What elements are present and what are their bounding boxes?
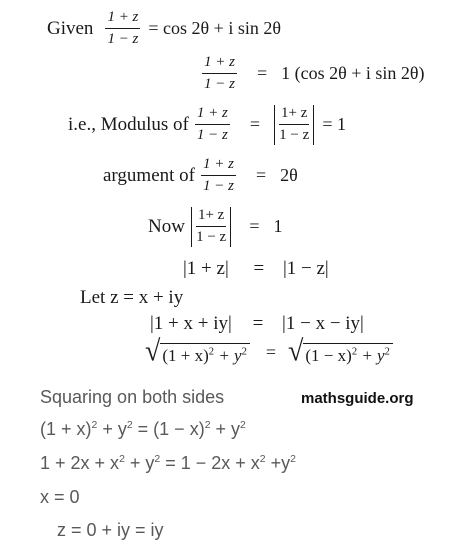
fraction [279,106,309,144]
fraction-denominator: 1 − z [196,126,228,143]
fraction-numerator: 1 + z [105,10,140,29]
exponent: 2 [351,346,358,358]
line-abs-equality [183,259,329,278]
line-argument [103,157,298,195]
equals: = [253,258,265,279]
line-expanded [40,454,296,472]
term: (1 + x) [40,419,92,439]
radical-icon: √ [145,335,161,368]
rhs: 1 (cos 2θ + i sin 2θ) [281,63,425,84]
now-label: Now [148,215,185,237]
squaring-heading: Squaring on both sides [40,387,225,407]
equals: = [249,114,260,135]
line-abs-xy [150,314,364,333]
fraction-numerator: 1+ z [196,208,226,227]
lhs: |1 + z| [183,258,229,279]
term: + y [357,346,385,366]
exponent: 2 [126,420,133,431]
line-given [47,10,281,48]
exponent: 2 [259,454,266,465]
absolute-value [191,207,231,247]
term: + y [214,346,242,366]
line-x-zero: x = 0 [40,487,80,507]
sqrt-rhs [288,335,393,368]
equals: = [255,165,267,186]
term: + y [97,419,127,439]
term: = 1 − 2x + x [160,453,260,473]
equals: = [252,313,264,334]
given-label: Given [47,17,94,39]
argument-label: argument of [103,164,195,186]
exponent: 2 [91,420,98,431]
exponent: 2 [204,420,211,431]
rhs: = 1 [322,114,347,135]
term: + y [210,419,241,439]
fraction [201,157,236,195]
line-polar [200,55,425,93]
rhs: |1 − z| [282,258,329,279]
lhs: |1 + x + iy| [150,313,232,334]
line-sqrt [145,335,393,368]
modulus-label: i.e., Modulus of [68,113,189,135]
fraction-denominator: 1 − z [279,126,310,143]
line-z-result: z = 0 + iy = iy [57,520,164,540]
fraction-numerator: 1+ z [279,106,309,125]
fraction-denominator: 1 − z [203,177,234,194]
fraction [196,208,226,246]
equals: = [249,216,260,237]
exponent: 2 [154,454,161,465]
sqrt-lhs [145,335,250,368]
line-now [148,207,282,247]
rhs: |1 − x − iy| [282,313,364,334]
exponent: 2 [241,346,247,358]
exponent: 2 [384,346,390,358]
fraction-denominator: 1 − z [107,30,139,47]
line-let [80,288,183,307]
fraction-denominator: 1 − z [196,228,227,245]
radical-icon: √ [288,335,304,368]
rhs: 2θ [280,165,298,186]
exponent: 2 [208,346,215,358]
fraction-numerator: 1 + z [202,55,237,74]
let-statement: Let z = x + iy [80,287,184,308]
base: (1 + x) [162,346,209,366]
exponent: 2 [119,454,125,465]
term: 1 + 2x + x [40,453,120,473]
line-squared [40,420,246,438]
equals: = [256,63,268,84]
term: + y [124,453,155,473]
fraction [105,10,140,48]
rhs: = cos 2θ + i sin 2θ [148,18,281,39]
exponent: 2 [290,454,296,465]
fraction-numerator: 1 + z [195,106,230,125]
fraction [195,106,230,144]
absolute-value [274,105,314,145]
base: (1 − x) [305,346,352,366]
term: = (1 − x) [132,419,205,439]
rhs: 1 [273,216,283,237]
term: +y [265,453,291,473]
fraction-numerator: 1 + z [201,157,236,176]
fraction-denominator: 1 − z [204,75,235,92]
brand-watermark: mathsguide.org [301,390,414,407]
equals: = [265,341,277,362]
exponent: 2 [240,420,246,431]
line-modulus [68,105,346,145]
fraction [202,55,237,93]
